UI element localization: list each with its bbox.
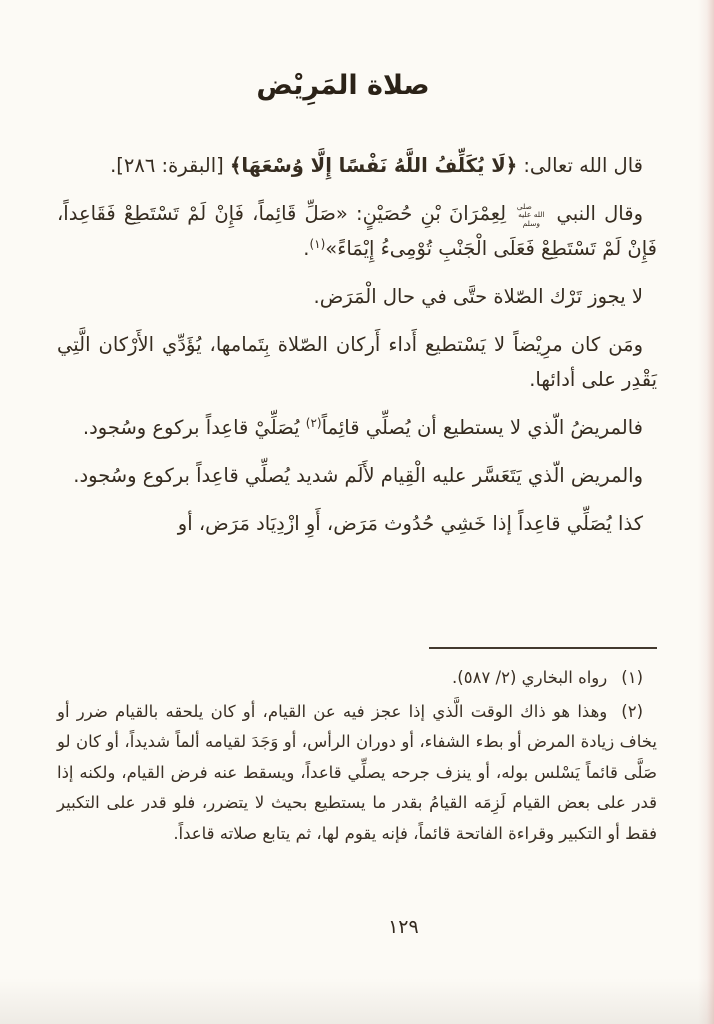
paragraph-6: والمريض الّذي يَتَعَسَّر عليه الْقِيام لأَلَم شديد يُصلِّي قاعِداً بركوع وسُجود. [73,464,643,487]
footnote-2-number: (٢) [621,701,643,721]
body-text [57,148,657,541]
hadith-period: . [303,237,310,260]
page-title: صلاة المَرِيْض [256,70,430,101]
sallallahu-alayhi-wasallam-ligature: صلى الله عليه وسلم [516,201,545,228]
quran-verse: ﴿لَا يُكَلِّفُ اللَّهُ نَفْسًا إِلَّا وُسْعَهَا﴾ [229,154,518,177]
footnote-1 [57,663,657,694]
paragraph-3: لا يجوز تَرْك الصّلاة حتَّى في حال الْمَرَض. [313,285,643,308]
paragraph-7: كذا يُصَلِّي قاعِداً إذا خَشِي حُدُوث مَرَض، أَوِ ازْدِيَاد مَرَض، أو [177,512,643,535]
page-number: ١٢٩ [388,916,419,938]
paragraph-quran-verse [57,148,657,183]
footnote-1-number: (١) [621,668,643,687]
quran-reference: [البقرة: ٢٨٦]. [110,154,230,177]
paragraph-5-before: فالمريضُ الّذي لا يستطيع أن يُصلِّي قائِماً [321,416,643,439]
quran-intro: قال الله تعالى: [517,154,643,177]
footnote-2-text: وهذا هو ذاك الوقت الَّذي إذا عجز فيه عن القيام، أو كان يلحقه بالقيام ضرر أو يخاف زيادة المرض أو بطء الشفاء، أو دوران الرأس، أو وَجَدَ لقيامه ألماً شديداً، أو كان لو صَلَّى قائماً يَسْلس بوله، أو ينزف جرحه يصلِّي قاعداً، ويسقط عنه فرض القيام، ولكنه إذا قدر على بعض القيام لَزِمَه القيامُ بقدر ما يستطيع بحيث لا يتضرر، فلو قدر على التكبير فقط أو التكبير وقراءة الفاتحة قائماً، فإنه يقوم لها، ثم يتابع صلاته قاعداً. [57,701,657,843]
footnote-marker-1: (١) [309,237,326,251]
paragraph-5-after: يُصَلِّيْ قاعِداً بركوع وسُجود. [82,416,306,439]
footnote-area [57,647,657,852]
hadith-intro: وقال النبي [548,202,643,225]
footnote-separator-rule [429,647,657,649]
page-content [57,70,657,554]
footnote-2 [57,697,657,850]
paragraph-5 [57,410,657,445]
footnote-1-text: رواه البخاري (٢/ ٥٨٧). [452,668,608,687]
hadith-text: لِعِمْرَانَ بْنِ حُصَيْنٍ: «صَلِّ قَائِماً، فَإِنْ لَمْ تَسْتَطِعْ فَقَاعِداً، فَإِنْ لَمْ تَسْتَطِعْ فَعَلَى الْجَنْبِ تُوْمِىءُ إِيْمَاءً» [57,202,657,260]
paragraph-4: ومَن كان مرِيْضاً لا يَسْتطيع أَداء أَركان الصّلاة بِتَمامها، يُؤَدِّي الأَرْكان الَّتِي يَقْدِر على أدائها. [57,333,657,391]
footnote-marker-2: (٢) [305,416,322,430]
paragraph-hadith [57,196,657,266]
